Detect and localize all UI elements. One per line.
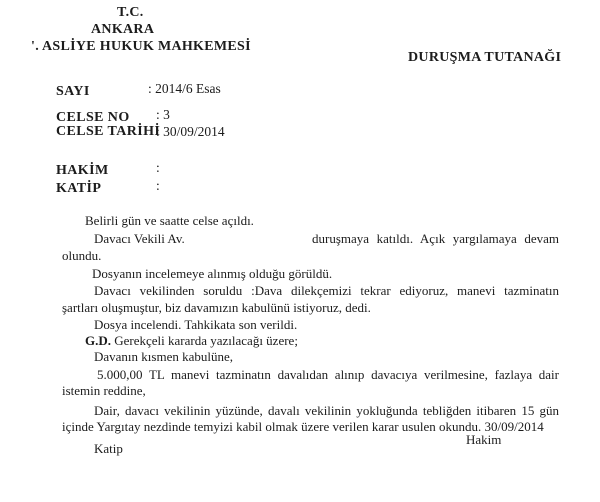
plaintiff-statement-line1: Davacı vekilinden soruldu :Dava dilekçemizi tekrar ediyoruz, manevi tazminatın bbox=[94, 283, 559, 298]
sayi-label: SAYI bbox=[56, 84, 90, 99]
gd-text: Gerekçeli kararda yazılacağı üzere; bbox=[111, 333, 298, 348]
plaintiff-statement-line2: şartları oluşmuştur, biz davamızın kabulünü istiyoruz, dedi. bbox=[62, 300, 371, 315]
gd-label: G.D. bbox=[85, 333, 111, 348]
document-title: DURUŞMA TUTANAĞI bbox=[408, 50, 562, 65]
attendance-part1: Davacı Vekili Av. bbox=[94, 231, 185, 246]
header-tc: T.C. bbox=[117, 5, 144, 20]
file-examined-sentence: Dosya incelendi. Tahkikata son verildi. bbox=[94, 317, 298, 332]
hakim-value: : bbox=[156, 160, 160, 175]
header-court: '. ASLİYE HUKUK MAHKEMESİ bbox=[31, 39, 251, 54]
signature-katip: Katip bbox=[94, 441, 123, 456]
attendance-part3: olundu. bbox=[62, 248, 102, 263]
sayi-value: : 2014/6 Esas bbox=[148, 81, 221, 96]
celse-tarihi-value: : 30/09/2014 bbox=[156, 124, 225, 139]
katip-label: KATİP bbox=[56, 181, 102, 196]
celse-tarihi-label: CELSE TARİHİ bbox=[56, 124, 161, 139]
partial-acceptance: Davanın kısmen kabulüne, bbox=[94, 349, 233, 364]
header-city: ANKARA bbox=[91, 22, 155, 37]
katip-value: : bbox=[156, 178, 160, 193]
celse-no-value: : 3 bbox=[156, 107, 170, 122]
verdict-line2: içinde Yargıtay nezdinde temyizi kabil olmak üzere verilen karar usulen okundu. 30/09/2014 bbox=[62, 419, 544, 434]
file-review-sentence: Dosyanın incelemeye alınmış olduğu görüldü. bbox=[92, 266, 333, 281]
compensation-line1: 5.000,00 TL manevi tazminatın davalıdan alınıp davacıya verilmesine, fazlaya dair bbox=[97, 367, 559, 382]
gd-line bbox=[85, 333, 298, 348]
hakim-label: HAKİM bbox=[56, 163, 109, 178]
opening-sentence: Belirli gün ve saatte celse açıldı. bbox=[85, 213, 254, 228]
verdict-line1: Dair, davacı vekilinin yüzünde, davalı vekilinin yokluğunda tebliğden itibaren 15 gün bbox=[94, 403, 559, 418]
signature-hakim: Hakim bbox=[466, 432, 502, 447]
attendance-part2: duruşmaya katıldı. Açık yargılamaya devam bbox=[312, 231, 559, 246]
celse-no-label: CELSE NO bbox=[56, 110, 130, 125]
compensation-line2: istemin reddine, bbox=[62, 383, 146, 398]
